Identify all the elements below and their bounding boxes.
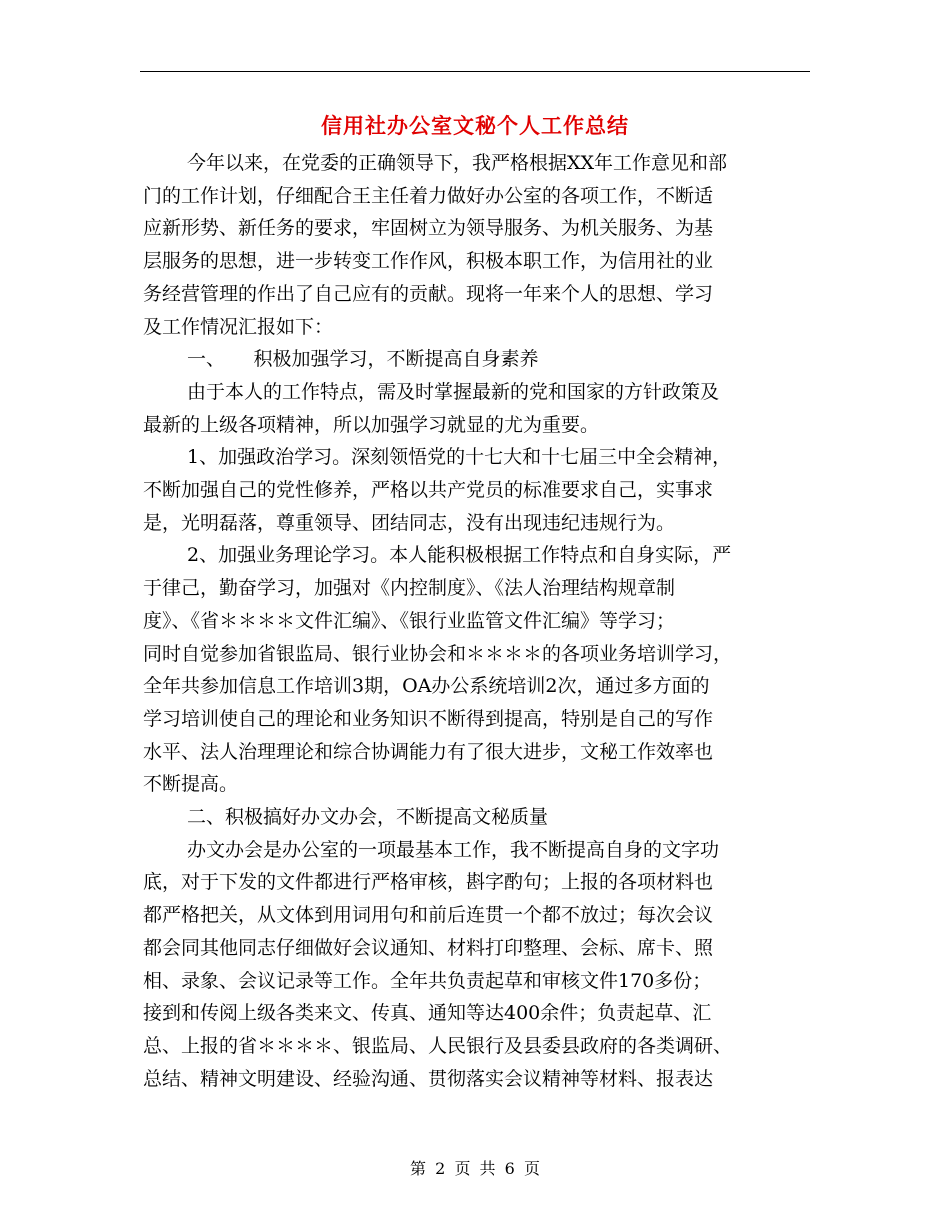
page-label-mid1: 页 xyxy=(454,1159,471,1178)
body-line: 2、加强业务理论学习。本人能积极根据工作特点和自身实际，严 xyxy=(187,544,732,567)
page-label-suffix: 页 xyxy=(523,1159,540,1178)
body-line: 今年以来，在党委的正确领导下，我严格根据XX年工作意见和部 xyxy=(187,152,728,174)
section-heading: 二、积极搞好办文办会，不断提高文秘质量 xyxy=(187,806,549,829)
body-line: 同时自觉参加省银监局、银行业协会和＊＊＊＊的各项业务培训学习， xyxy=(143,642,733,665)
document-body xyxy=(143,147,811,1095)
body-line: 接到和传阅上级各类来文、传真、通知等达400余件；负责起草、汇 xyxy=(143,1002,712,1025)
body-line: 学习培训使自己的理论和业务知识不断得到提高，特别是自己的写作 xyxy=(143,707,714,730)
page-total-number: 6 xyxy=(504,1159,515,1178)
page-label-mid2: 共 xyxy=(479,1159,496,1178)
body-line: 不断提高。 xyxy=(143,773,239,796)
body-line: 务经营管理的作出了自己应有的贡献。现将一年来个人的思想、学习 xyxy=(143,282,714,305)
body-line: 总结、精神文明建设、经验沟通、贯彻落实会议精神等材料、报表达 xyxy=(143,1067,714,1090)
body-line: 不断加强自己的党性修养，严格以共产党员的标准要求自己，实事求 xyxy=(143,479,714,502)
body-line: 由于本人的工作特点，需及时掌握最新的党和国家的方针政策及 xyxy=(187,380,720,403)
body-line: 度》、《省＊＊＊＊文件汇编》、《银行业监管文件汇编》等学习； xyxy=(143,609,676,632)
body-line: 总、上报的省＊＊＊＊、银监局、人民银行及县委县政府的各类调研、 xyxy=(143,1034,733,1057)
body-line: 于律己，勤奋学习，加强对《内控制度》、《法人治理结构规章制 xyxy=(143,577,676,600)
section-heading: 一、 积极加强学习，不断提高自身素养 xyxy=(187,348,539,371)
body-line: 办文办会是办公室的一项最基本工作，我不断提高自身的文字功 xyxy=(187,838,720,861)
body-line: 最新的上级各项精神，所以加强学习就显的尤为重要。 xyxy=(143,413,600,436)
body-line: 相、录象、会议记录等工作。全年共负责起草和审核文件170多份； xyxy=(143,969,712,992)
body-line: 1、加强政治学习。深刻领悟党的十七大和十七届三中全会精神， xyxy=(187,446,732,469)
body-line: 水平、法人治理理论和综合协调能力有了很大进步，文秘工作效率也 xyxy=(143,740,714,763)
body-line: 层服务的思想，进一步转变工作作风，积极本职工作，为信用社的业 xyxy=(143,250,714,273)
body-line: 全年共参加信息工作培训3期，OA办公系统培训2次，通过多方面的 xyxy=(143,675,710,698)
body-line: 都会同其他同志仔细做好会议通知、材料打印整理、会标、席卡、照 xyxy=(143,936,714,959)
body-line: 底，对于下发的文件都进行严格审核，斟字酌句；上报的各项材料也 xyxy=(143,871,714,894)
page-label-prefix: 第 xyxy=(410,1159,427,1178)
body-line: 都严格把关，从文体到用词用句和前后连贯一个都不放过；每次会议 xyxy=(143,904,714,927)
document-title: 信用社办公室文秘个人工作总结 xyxy=(321,113,629,138)
body-line: 应新形势、新任务的要求，牢固树立为领导服务、为机关服务、为基 xyxy=(143,217,714,240)
body-line: 是，光明磊落，尊重领导、团结同志，没有出现违纪违规行为。 xyxy=(143,511,676,534)
body-line: 及工作情况汇报如下： xyxy=(143,315,334,338)
page-current-number: 2 xyxy=(435,1159,446,1178)
page-footer xyxy=(0,1156,950,1179)
header-rule xyxy=(140,71,810,72)
body-line: 门的工作计划，仔细配合王主任着力做好办公室的各项工作，不断适 xyxy=(143,184,714,207)
